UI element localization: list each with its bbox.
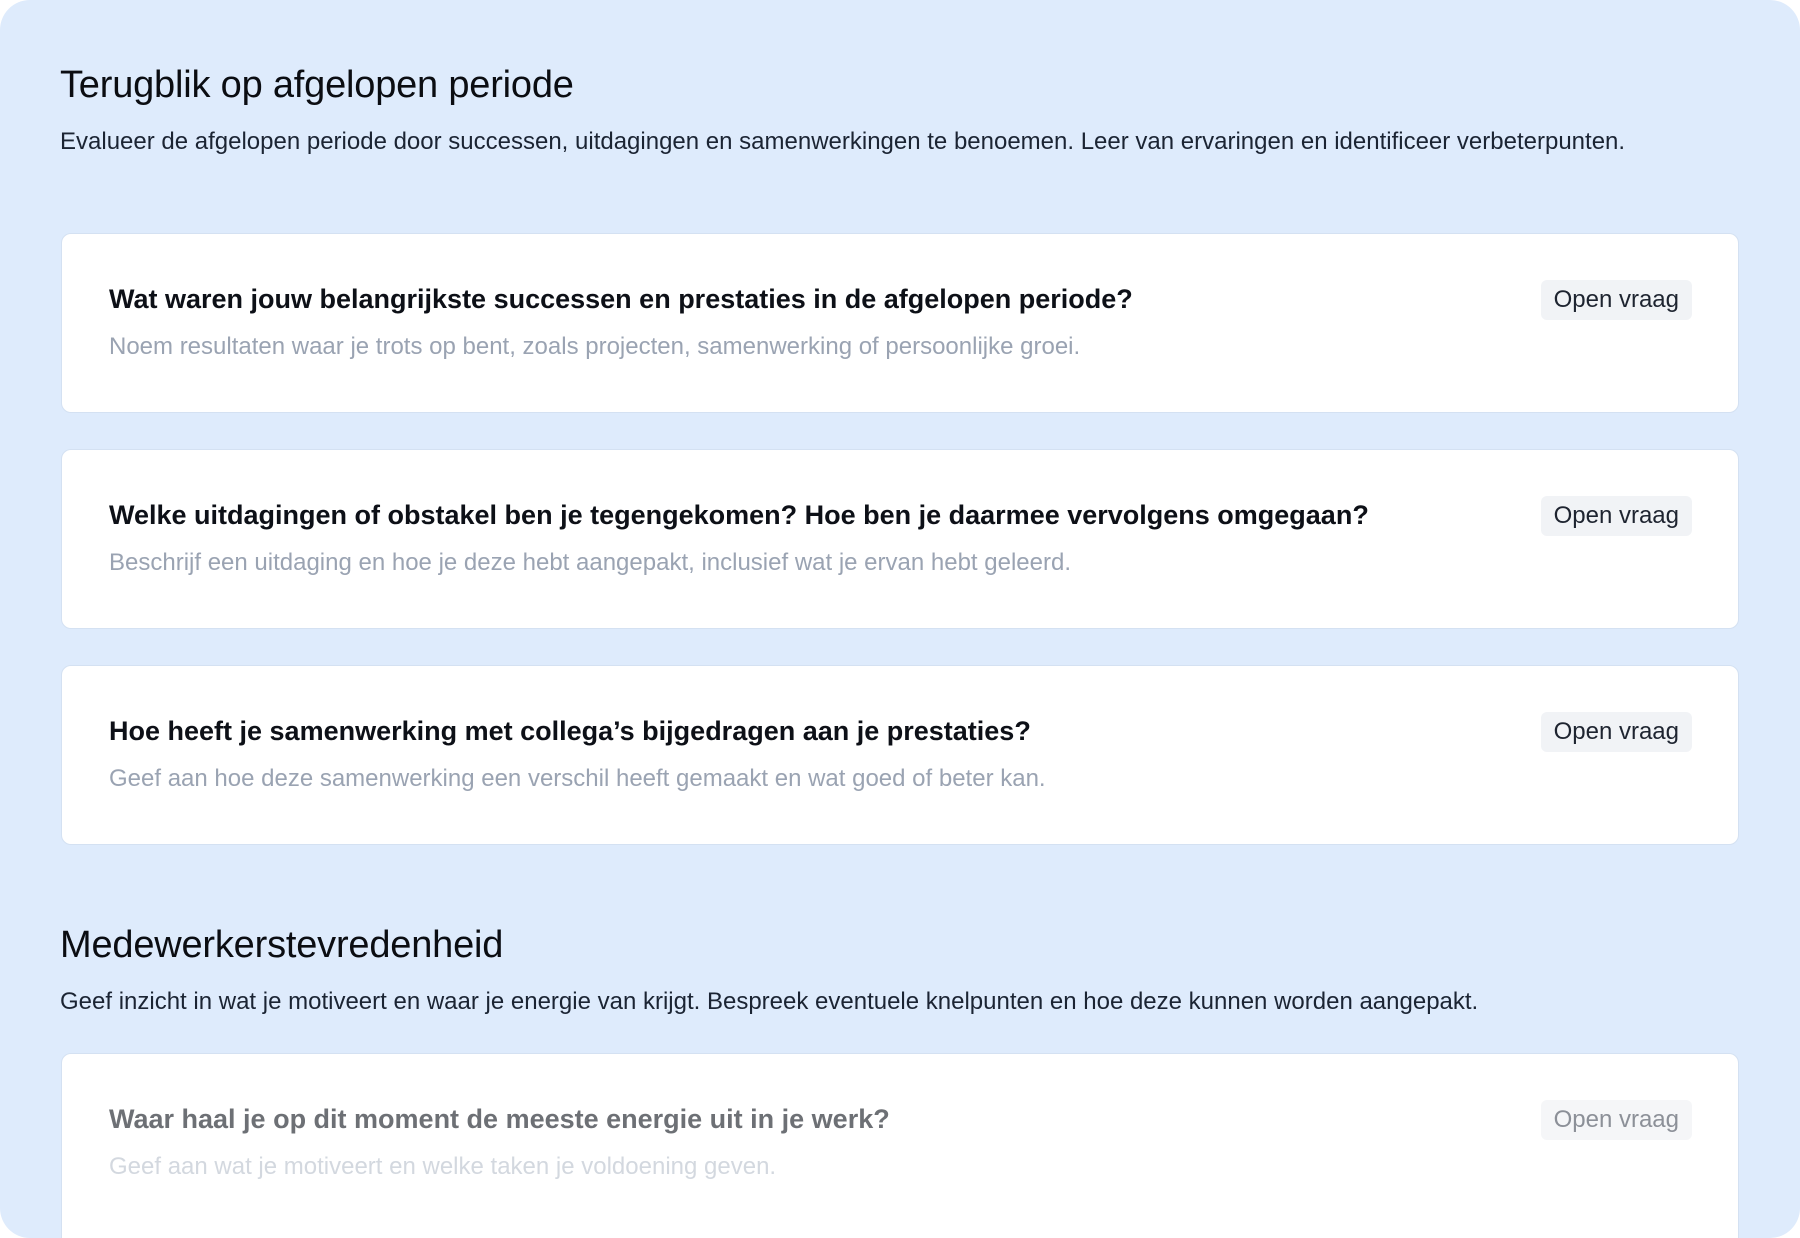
question-type-badge: Open vraag [1541,496,1692,536]
section-terugblik [60,62,1740,162]
question-hint: Noem resultaten waar je trots op bent, zoals projecten, samenwerking of persoonlijke groei. [109,333,1081,360]
question-type-badge: Open vraag [1541,1100,1692,1140]
question-card-energy[interactable] [61,1053,1739,1238]
question-hint: Geef aan hoe deze samenwerking een verschil heeft gemaakt en wat goed of beter kan. [109,765,1046,792]
section-description: Geef inzicht in wat je motiveert en waar je energie van krijgt. Bespreek eventuele knelpunten en hoe deze kunnen worden aangepakt. [60,988,1479,1015]
section-medewerkerstevredenheid [60,922,1740,1022]
question-card-successes[interactable] [61,233,1739,413]
section-title: Medewerkerstevredenheid [60,924,504,966]
question-hint: Geef aan wat je motiveert en welke taken je voldoening geven. [109,1153,777,1180]
question-title: Wat waren jouw belangrijkste successen en prestaties in de afgelopen periode? [109,284,1133,314]
question-type-badge: Open vraag [1541,280,1692,320]
question-title: Waar haal je op dit moment de meeste energie uit in je werk? [109,1104,890,1134]
question-title: Hoe heeft je samenwerking met collega’s bijgedragen aan je prestaties? [109,716,1031,746]
question-card-challenges[interactable] [61,449,1739,629]
question-type-badge: Open vraag [1541,712,1692,752]
question-title: Welke uitdagingen of obstakel ben je tegengekomen? Hoe ben je daarmee vervolgens omgegaan? [109,500,1369,530]
question-card-collaboration[interactable] [61,665,1739,845]
section-title: Terugblik op afgelopen periode [60,64,574,106]
section-description: Evalueer de afgelopen periode door successen, uitdagingen en samenwerkingen te benoemen. Leer van ervaringen en identificeer verbeterpunten. [60,128,1626,155]
question-hint: Beschrijf een uitdaging en hoe je deze hebt aangepakt, inclusief wat je ervan hebt geleerd. [109,549,1071,576]
